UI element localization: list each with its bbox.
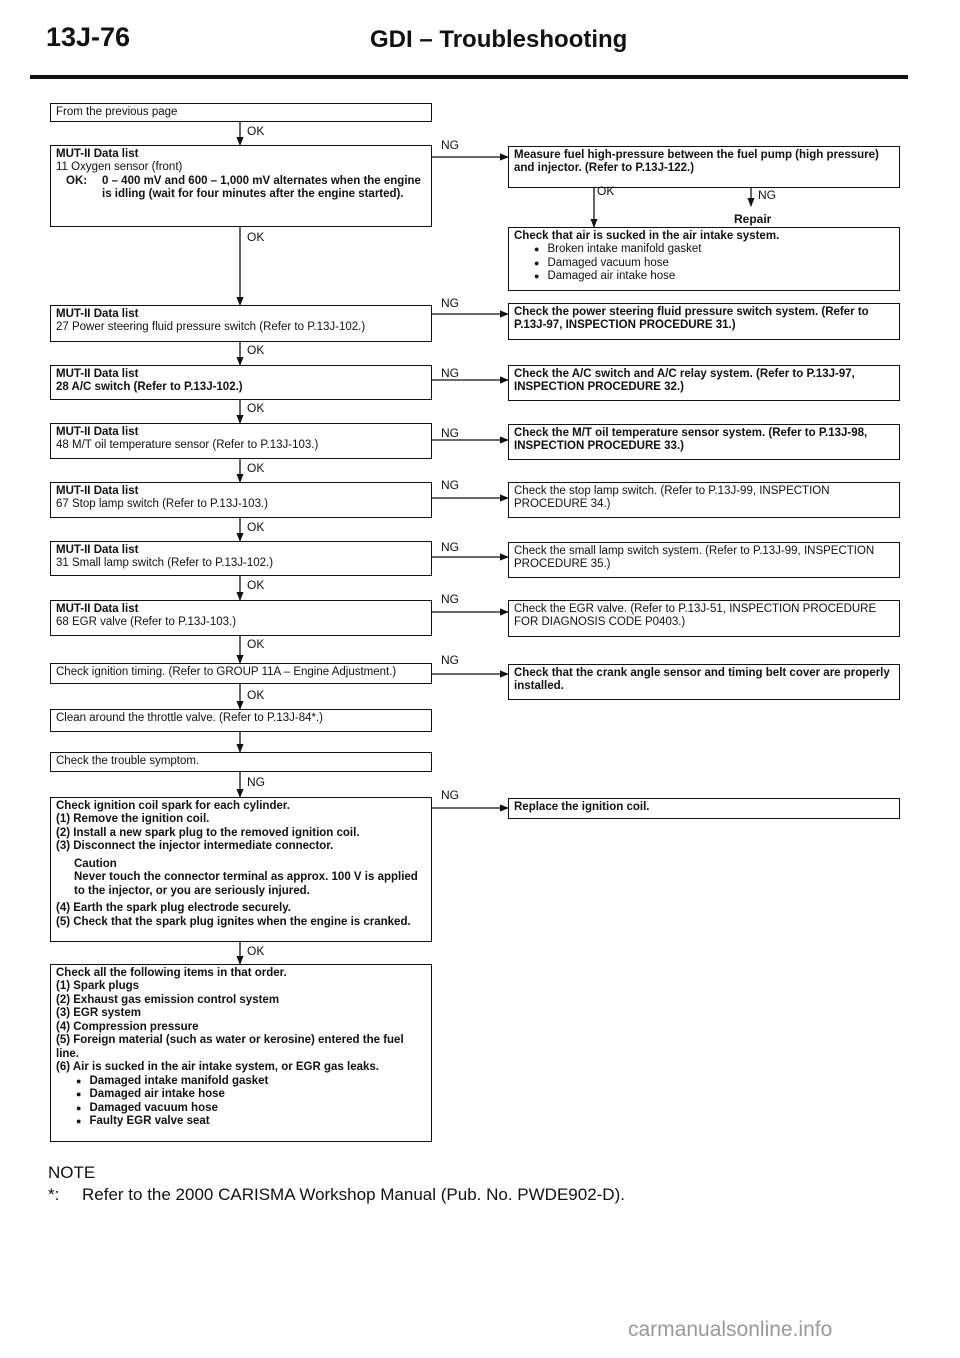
stop-ng-box: Check the stop lamp switch. (Refer to P.13J-99, INSPECTION PROCEDURE 34.) (508, 482, 900, 518)
ng-label: NG (441, 788, 459, 802)
repair-label: Repair (734, 212, 772, 226)
mt-item: 48 M/T oil temperature sensor (Refer to P.13J-103.) (56, 439, 319, 452)
mt-title: MUT-II Data list (56, 426, 139, 438)
small-title: MUT-II Data list (56, 544, 139, 556)
coil-step: (2) Install a new spark plug to the removed ignition coil. (56, 826, 360, 839)
o2-item: 11 Oxygen sensor (front) (56, 161, 183, 174)
ok-label: OK (247, 230, 265, 244)
ps-item: 27 Power steering fluid pressure switch (Refer to P.13J-102.) (56, 321, 366, 334)
ng-label: NG (247, 775, 265, 789)
symptom-box: Check the trouble symptom. (50, 752, 432, 772)
ok-label: OK (247, 578, 265, 592)
final-bullet: ● Faulty EGR valve seat (56, 1115, 426, 1128)
final-title: Check all the following items in that order. (56, 967, 287, 979)
coil-step: (4) Earth the spark plug electrode securely. (56, 902, 291, 915)
page-title: GDI – Troubleshooting (370, 26, 628, 53)
mt-ng-box: Check the M/T oil temperature sensor system. (Refer to P.13J-98, INSPECTION PROCEDURE 33.) (508, 424, 900, 460)
throttle-box: Clean around the throttle valve. (Refer to P.13J-84*.) (50, 709, 432, 732)
timing-ng-box: Check that the crank angle sensor and timing belt cover are properly installed. (508, 664, 900, 700)
note-line (48, 1184, 625, 1206)
o2-ok-text: 0 – 400 mV and 600 – 1,000 mV alternates when the engine is idling (wait for four minutes after the engine started). (102, 174, 421, 201)
ignition-timing-box: Check ignition timing. (Refer to GROUP 11A – Engine Adjustment.) (50, 663, 432, 684)
ng-label: NG (441, 296, 459, 310)
note-text: Refer to the 2000 CARISMA Workshop Manual (Pub. No. PWDE902-D). (82, 1185, 625, 1205)
air-item: ● Damaged vacuum hose (514, 257, 894, 270)
final-item: (6) Air is sucked in the air intake system, or EGR gas leaks. (56, 1061, 379, 1074)
ac-ng-box: Check the A/C switch and A/C relay system. (Refer to P.13J-97, INSPECTION PROCEDURE 32.) (508, 365, 900, 401)
ng-label: NG (441, 592, 459, 606)
o2-title: MUT-II Data list (56, 148, 139, 160)
air-item: ● Broken intake manifold gasket (514, 243, 894, 256)
ac-switch-box (50, 365, 432, 400)
o2-ok-key: OK: (66, 174, 88, 187)
ok-label: OK (247, 343, 265, 357)
footnote (48, 1162, 625, 1206)
air-intake-box (508, 227, 900, 291)
page-number: 13J-76 (46, 22, 131, 52)
coil-caution-title: Caution (74, 857, 117, 870)
final-item: (4) Compression pressure (56, 1020, 199, 1033)
small-item: 31 Small lamp switch (Refer to P.13J-102.) (56, 557, 274, 570)
ng-label: NG (441, 426, 459, 440)
egr-ng-box: Check the EGR valve. (Refer to P.13J-51, INSPECTION PROCEDURE FOR DIAGNOSIS CODE P0403.) (508, 600, 900, 637)
ps-title: MUT-II Data list (56, 308, 139, 320)
ac-title: MUT-II Data list (56, 368, 139, 380)
air-title: Check that air is sucked in the air intake system. (514, 230, 780, 242)
ok-label: OK (247, 124, 265, 138)
egr-item: 68 EGR valve (Refer to P.13J-103.) (56, 616, 237, 629)
ps-ng-box: Check the power steering fluid pressure switch system. (Refer to P.13J-97, INSPECTION PROCEDURE 31.) (508, 303, 900, 340)
final-bullet: ● Damaged air intake hose (56, 1088, 426, 1101)
mt-sensor-box (50, 423, 432, 459)
ok-label: OK (247, 520, 265, 534)
stop-item: 67 Stop lamp switch (Refer to P.13J-103.) (56, 498, 269, 511)
coil-step: (3) Disconnect the injector intermediate connector. (56, 840, 334, 853)
ok-label: OK (247, 461, 265, 475)
ignition-coil-box (50, 797, 432, 942)
watermark: carmanualsonline.info (628, 1318, 833, 1341)
final-bullet: ● Damaged intake manifold gasket (56, 1075, 426, 1088)
coil-caution-text: Never touch the connector terminal as approx. 100 V is applied to the injector, or you are seriously injured. (74, 871, 418, 897)
stop-lamp-box (50, 482, 432, 518)
fuel-pressure-box: Measure fuel high-pressure between the fuel pump (high pressure) and injector. (Refer to P.13J-122.) (508, 146, 900, 188)
o2-ok-row (56, 175, 426, 202)
air-item: ● Damaged air intake hose (514, 270, 894, 283)
ok-label: OK (597, 184, 615, 198)
ac-item: 28 A/C switch (Refer to P.13J-102.) (56, 381, 243, 394)
final-bullet: ● Damaged vacuum hose (56, 1102, 426, 1115)
note-mark: *: (48, 1185, 60, 1205)
ok-label: OK (247, 401, 265, 415)
egr-title: MUT-II Data list (56, 603, 139, 615)
ok-label: OK (247, 944, 265, 958)
ok-label: OK (247, 637, 265, 651)
ng-label: NG (441, 478, 459, 492)
final-item: (3) EGR system (56, 1007, 142, 1020)
final-item: (2) Exhaust gas emission control system (56, 993, 280, 1006)
coil-ng-box: Replace the ignition coil. (508, 798, 900, 819)
final-item: (1) Spark plugs (56, 980, 140, 993)
egr-valve-box (50, 600, 432, 636)
final-check-box (50, 964, 432, 1142)
coil-step: (5) Check that the spark plug ignites when the engine is cranked. (56, 915, 411, 928)
stop-title: MUT-II Data list (56, 485, 139, 497)
o2-sensor-box (50, 145, 432, 227)
coil-step: (1) Remove the ignition coil. (56, 813, 210, 826)
ng-label: NG (441, 653, 459, 667)
ng-label: NG (441, 540, 459, 554)
ng-label: NG (441, 366, 459, 380)
note-title: NOTE (48, 1163, 96, 1182)
ok-label: OK (247, 688, 265, 702)
ps-switch-box (50, 305, 432, 342)
small-ng-box: Check the small lamp switch system. (Refer to P.13J-99, INSPECTION PROCEDURE 35.) (508, 542, 900, 578)
ng-label: NG (758, 188, 776, 202)
final-item: (5) Foreign material (such as water or kerosine) entered the fuel line. (56, 1034, 404, 1060)
prev-page-box: From the previous page (50, 103, 432, 122)
ng-label: NG (441, 138, 459, 152)
coil-title: Check ignition coil spark for each cylinder. (56, 800, 290, 812)
small-lamp-box (50, 541, 432, 576)
